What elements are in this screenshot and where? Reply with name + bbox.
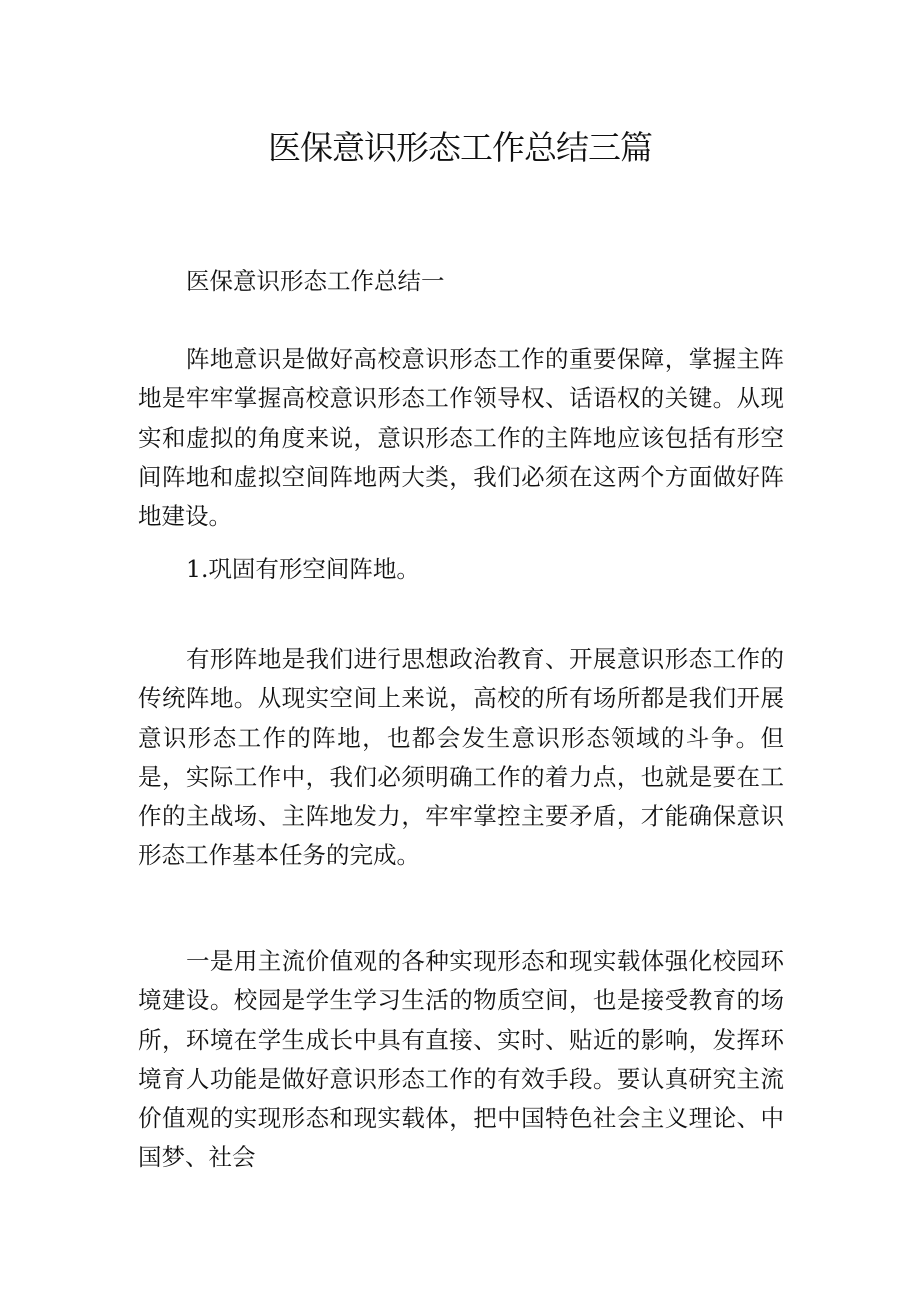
- paragraph-4: 一是用主流价值观的各种实现形态和现实载体强化校园环境建设。校园是学生学习生活的物质空间，也是接受教育的场所，环境在学生成长中具有直接、实时、贴近的影响，发挥环境育人功能是做好意识形态工作的有效手段。要认真研究主流价值观的实现形态和现实载体，把中国特色社会主义理论、中国梦、社会: [138, 947, 784, 1172]
- paragraph-3: 有形阵地是我们进行思想政治教育、开展意识形态工作的传统阵地。从现实空间上来说，高校的所有场所都是我们开展意识形态工作的阵地，也都会发生意识形态领域的斗争。但是，实际工作中，我们必须明确工作的着力点，也就是要在工作的主战场、主阵地发力，牢牢掌控主要矛盾，才能确保意识形态工作基本任务的完成。: [138, 645, 784, 870]
- paragraph-2-heading: 1.巩固有形空间阵地。: [186, 555, 420, 583]
- document-title: 医保意识形态工作总结三篇: [268, 128, 652, 167]
- section-subtitle: 医保意识形态工作总结一: [186, 267, 445, 295]
- paragraph-1: 阵地意识是做好高校意识形态工作的重要保障，掌握主阵地是牢牢掌握高校意识形态工作领导权、话语权的关键。从现实和虚拟的角度来说，意识形态工作的主阵地应该包括有形空间阵地和虚拟空间阵地两大类，我们必须在这两个方面做好阵地建设。: [138, 345, 784, 531]
